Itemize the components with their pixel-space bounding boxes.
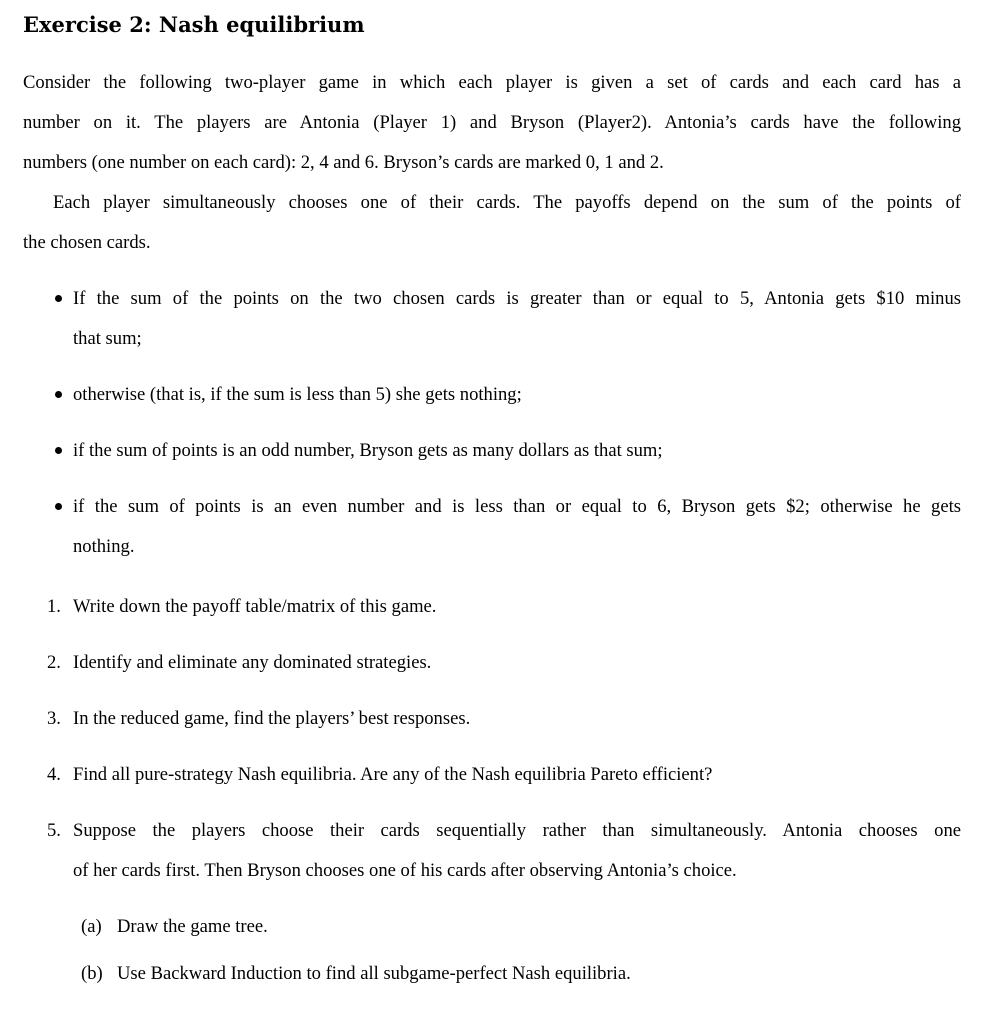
intro-paragraph-1-line-3: numbers (one number on each card): 2, 4 and 6. Bryson’s cards are marked 0, 1 and 2. [23, 152, 664, 173]
list-item: if the sum of points is an odd number, Bryson gets as many dollars as that sum; [73, 440, 663, 461]
list-item-continuation: that sum; [73, 328, 142, 349]
question-text-continuation: of her cards first. Then Bryson chooses one of his cards after observing Antonia’s choice. [73, 860, 737, 881]
question-number: 5. [47, 820, 61, 841]
question-number: 1. [47, 596, 61, 617]
bullet-icon [55, 447, 62, 454]
question-number: 4. [47, 764, 61, 785]
intro-paragraph-1-line-2: number on it. The players are Antonia (Player 1) and Bryson (Player2). Antonia’s cards have the following [23, 112, 961, 133]
subquestion-text: Use Backward Induction to find all subgame-perfect Nash equilibria. [117, 963, 631, 984]
bullet-icon [55, 295, 62, 302]
bullet-icon [55, 391, 62, 398]
subquestion-text: Draw the game tree. [117, 916, 268, 937]
question-text: In the reduced game, find the players’ best responses. [73, 708, 471, 729]
question-text: Write down the payoff table/matrix of this game. [73, 596, 437, 617]
list-item: If the sum of the points on the two chosen cards is greater than or equal to 5, Antonia gets $10 minus [73, 288, 961, 309]
question-number: 2. [47, 652, 61, 673]
list-item-continuation: nothing. [73, 536, 135, 557]
exercise-title: Exercise 2: Nash equilibrium [23, 12, 365, 37]
subquestion-label: (b) [81, 963, 103, 984]
subquestion-label: (a) [81, 916, 102, 937]
intro-paragraph-1-line-1: Consider the following two-player game in which each player is given a set of cards and each card has a [23, 72, 961, 93]
intro-paragraph-2-line-1: Each player simultaneously chooses one of their cards. The payoffs depend on the sum of the points of [53, 192, 961, 213]
list-item: otherwise (that is, if the sum is less than 5) she gets nothing; [73, 384, 522, 405]
question-text: Suppose the players choose their cards sequentially rather than simultaneously. Antonia chooses one [73, 820, 961, 841]
question-text: Find all pure-strategy Nash equilibria. Are any of the Nash equilibria Pareto efficient? [73, 764, 713, 785]
question-number: 3. [47, 708, 61, 729]
question-text: Identify and eliminate any dominated strategies. [73, 652, 432, 673]
bullet-icon [55, 503, 62, 510]
list-item: if the sum of points is an even number and is less than or equal to 6, Bryson gets $2; otherwise he gets [73, 496, 961, 517]
intro-paragraph-2-line-2: the chosen cards. [23, 232, 151, 253]
